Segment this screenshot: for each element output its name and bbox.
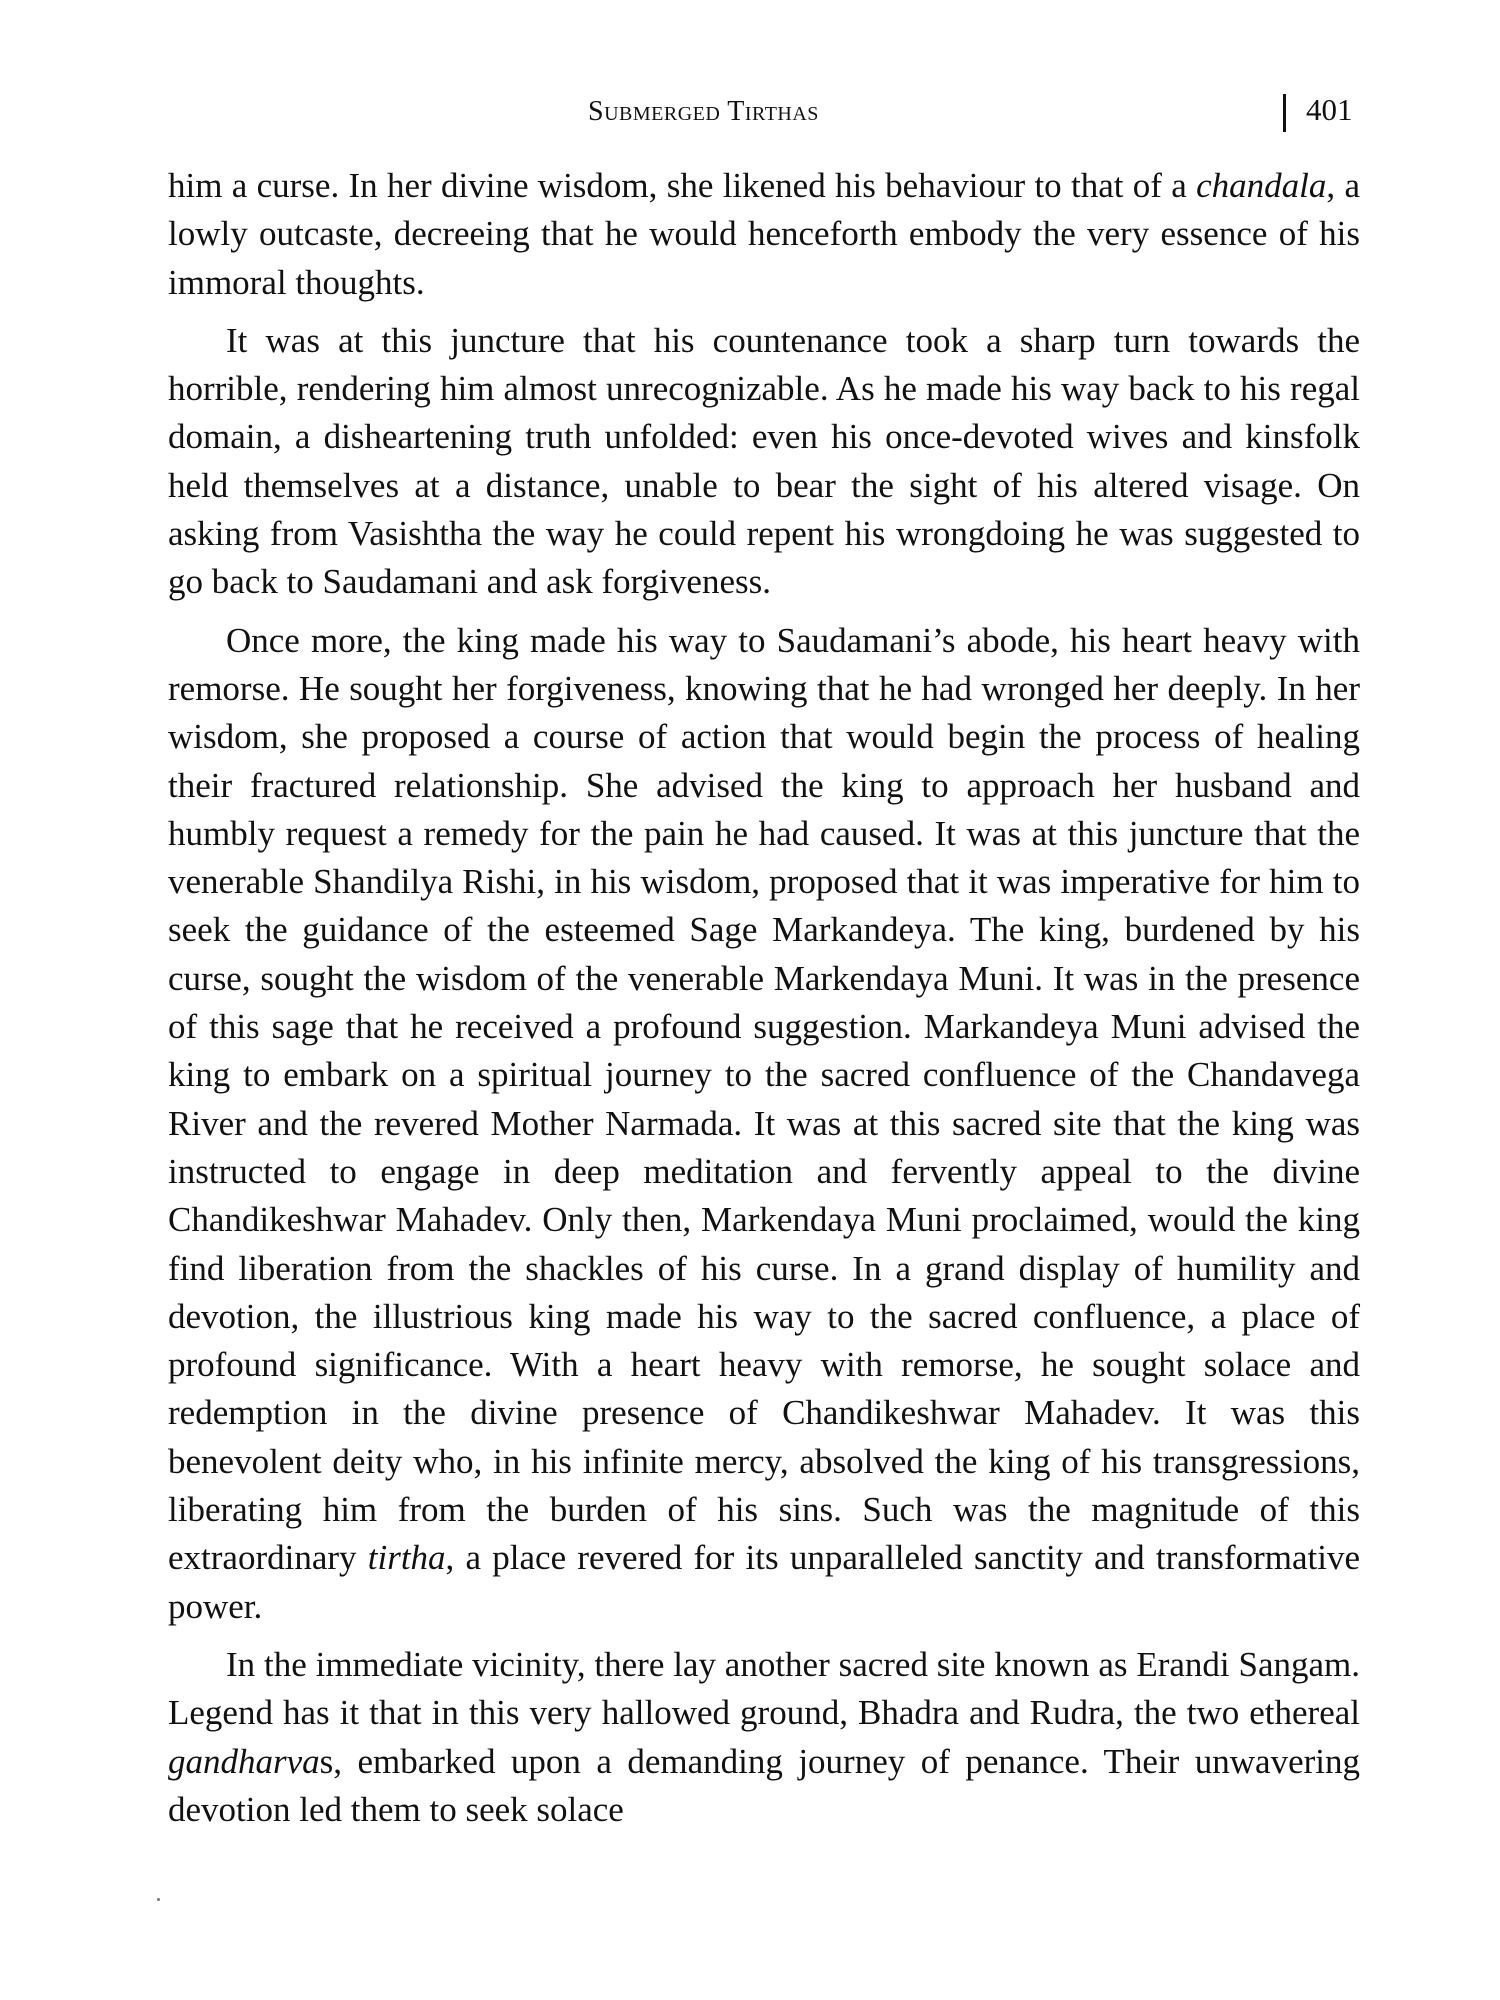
text-segment: It was at this juncture that his countenance took a sharp turn towards the horrible, rendering him almost unrecognizable. As he made his way back to his regal domain, a disheartening truth unfolded: even his once-devoted wives and kinsfolk held themselves at a distance, unable to bear the sight of his altered visage. On asking from Vasishtha the way he could repent his wrongdoing he was suggested to go back to Saudamani and ask forgiveness. [168, 320, 1360, 602]
italic-term: tirtha [367, 1538, 446, 1578]
running-title: Submerged Tirthas [588, 96, 819, 127]
italic-term: gandharva [168, 1741, 320, 1781]
body-text [168, 162, 1360, 1844]
paragraph-1 [168, 162, 1360, 307]
paragraph-4 [168, 1641, 1360, 1834]
italic-term: chandala [1196, 166, 1327, 205]
text-segment: Once more, the king made his way to Saudamani’s abode, his heart heavy with remorse. He sought her forgiveness, knowing that he had wronged her deeply. In her wisdom, she proposed a course of action that would begin the process of healing their fractured relationship. She advised the king to approach her husband and humbly request a remedy for the pain he had caused. It was at this juncture that the venerable Shandilya Rishi, in his wisdom, proposed that it was imperative for him to seek the guidance of the esteemed Sage Markandeya. The king, burdened by his curse, sought the wisdom of the venerable Markendaya Muni. It was in the presence of this sage that he received a profound suggestion. Markandeya Muni advised the king to embark on a spiritual journey to the sacred confluence of the Chandavega River and the revered Mother Narmada. It was at this sacred site that the king was instructed to engage in deep meditation and fervently appeal to the divine Chandikeshwar Mahadev. Only then, Markendaya Muni proclaimed, would the king find liberation from the shackles of his curse. In a grand display of humility and devotion, the illustrious king made his way to the sacred confluence, a place of profound significance. With a heart heavy with remorse, he sought solace and redemption in the divine presence of Chandikeshwar Mahadev. It was this benevolent deity who, in his infinite mercy, absolved the king of his transgressions, liberating him from the burden of his sins. Such was the magnitude of this extraordinary [168, 620, 1360, 1578]
text-segment: s, embarked upon a demanding journey of penance. Their unwavering devotion led them to seek solace [168, 1741, 1360, 1829]
running-header [0, 92, 1500, 136]
text-segment: , a lowly outcaste, decreeing that he would henceforth embody the very essence of his immoral thoughts. [168, 166, 1360, 302]
text-segment: In the immediate vicinity, there lay another sacred site known as Erandi Sangam. Legend has it that in this very hallowed ground, Bhadra and Rudra, the two ethereal [168, 1644, 1360, 1733]
page-number: 401 [1306, 92, 1353, 127]
text-segment: him a curse. In her divine wisdom, she likened his behaviour to that of a [168, 166, 1197, 205]
paragraph-2 [168, 317, 1360, 607]
header-divider [1283, 94, 1286, 132]
scan-speck [157, 1898, 160, 1901]
text-segment: , a place revered for its unparalleled sanctity and transformative power. [168, 1538, 1360, 1626]
paragraph-3 [168, 617, 1360, 1631]
